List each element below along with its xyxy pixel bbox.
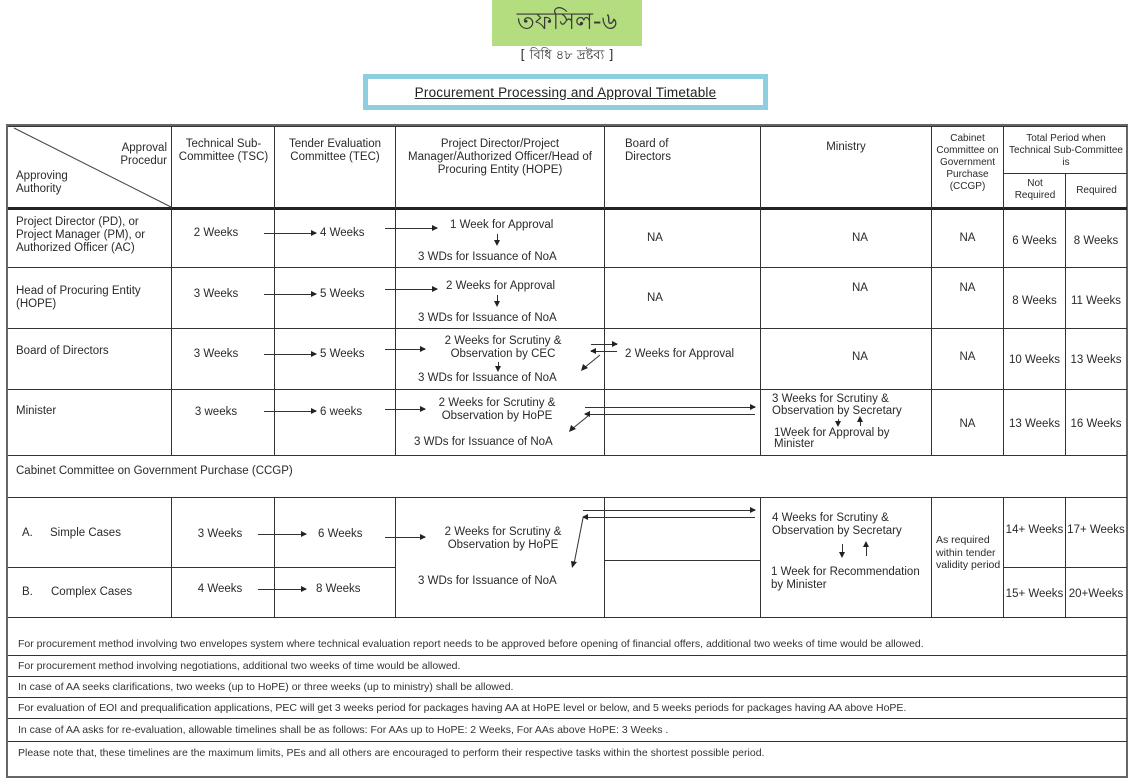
- note-item: In case of AA asks for re-evaluation, allowable timelines shall be as follows: For AAs up to HoPE: 2 Weeks, For AAs above HoPE: 3 Weeks .: [18, 724, 669, 736]
- row-board: NA: [647, 232, 663, 244]
- header-not-required: Not Required: [1014, 178, 1056, 201]
- grid-line: [8, 207, 1127, 210]
- ccgp-ministry-bottom: 1 Week for Recommendation by Minister: [771, 566, 920, 591]
- grid-line: [8, 697, 1127, 698]
- grid-line: [8, 741, 1127, 742]
- grid-line: [8, 328, 1127, 329]
- row-ministry-bottom: 1Week for Approval by Minister: [774, 427, 890, 450]
- grid-line: [1003, 126, 1004, 455]
- corner-approval-procedure: Approval Procedur: [120, 142, 167, 167]
- schedule-label: [492, 0, 642, 46]
- grid-line: [760, 497, 761, 617]
- row-hope-top: 2 Weeks for Approval: [446, 280, 556, 292]
- row-required: 8 Weeks: [1073, 235, 1119, 247]
- case-marker: A.: [22, 527, 33, 539]
- grid-line: [8, 567, 395, 568]
- grid-line: [8, 617, 1127, 618]
- header-tsc: Technical Sub-Committee (TSC): [178, 138, 269, 163]
- row-required: 16 Weeks: [1070, 418, 1122, 430]
- grid-line: [605, 560, 760, 561]
- row-tsc: 3 Weeks: [193, 348, 239, 360]
- header-total-period: Total Period when Technical Sub-Committee is: [1009, 133, 1123, 168]
- case-not-required: 15+ Weeks: [1005, 588, 1064, 600]
- grid-line: [395, 126, 396, 455]
- row-required: 11 Weeks: [1070, 295, 1122, 307]
- arrow-right-icon: [385, 228, 437, 229]
- row-hope-bottom: 3 WDs for Issuance of NoA: [418, 251, 557, 263]
- arrow-right-icon: [264, 233, 316, 234]
- ccgp-section-label: Cabinet Committee on Government Purchase (CCGP): [16, 465, 293, 477]
- note-item: In case of AA seeks clarifications, two weeks (up to HoPE) or three weeks (up to ministry) shall be allowed.: [18, 681, 514, 693]
- row-not-required: 8 Weeks: [1012, 295, 1057, 307]
- corner-approving-authority: Approving Authority: [16, 170, 68, 195]
- row-not-required: 10 Weeks: [1009, 354, 1060, 366]
- grid-line: [395, 497, 396, 617]
- schedule-label-text: তফসিল-৬: [516, 7, 618, 35]
- row-hope-bottom: 3 WDs for Issuance of NoA: [418, 372, 557, 384]
- row-tsc: 2 Weeks: [193, 227, 239, 239]
- row-not-required: 6 Weeks: [1012, 235, 1057, 247]
- row-authority: Minister: [16, 405, 57, 417]
- ccgp-validity: As required within tender validity period: [936, 534, 1001, 571]
- grid-line: [274, 497, 275, 617]
- row-tec: 4 Weeks: [320, 227, 365, 239]
- grid-line: [8, 718, 1127, 719]
- case-name: Simple Cases: [50, 527, 121, 539]
- header-hope: Project Director/Project Manager/Authorized Officer/Head of Procuring Entity (HOPE): [408, 138, 592, 176]
- arrow-diagonal-icon: [570, 516, 586, 570]
- arrow-right-icon: [264, 411, 316, 412]
- arrow-diagonal-icon: [568, 415, 590, 433]
- arrow-down-icon: [497, 295, 498, 305]
- rule-reference: [ বিধি ৪৮ দ্রষ্টব্য ]: [520, 48, 614, 63]
- arrow-right-icon: [385, 537, 425, 538]
- arrow-right-icon: [264, 294, 316, 295]
- case-name: Complex Cases: [51, 586, 133, 598]
- grid-line: [8, 655, 1127, 656]
- header-tec: Tender Evaluation Committee (TEC): [288, 138, 382, 163]
- grid-line: [1065, 173, 1066, 455]
- note-item: Please note that, these timelines are the maximum limits, PEs and all others are encouraged to perform their respective tasks within the shortest possible period.: [18, 747, 765, 759]
- case-required: 20+Weeks: [1068, 588, 1124, 600]
- arrow-up-icon: [866, 543, 867, 556]
- case-tec: 6 Weeks: [318, 528, 363, 540]
- grid-line: [604, 497, 605, 617]
- row-ccgp: NA: [959, 418, 976, 430]
- arrow-down-icon: [838, 419, 839, 425]
- arrow-right-icon: [583, 510, 755, 511]
- grid-line: [8, 389, 1127, 390]
- arrow-left-icon: [591, 351, 617, 352]
- grid-line: [274, 126, 275, 455]
- row-hope-bottom: 3 WDs for Issuance of NoA: [418, 312, 557, 324]
- case-tsc: 3 Weeks: [197, 528, 243, 540]
- grid-line: [604, 126, 605, 455]
- grid-line: [931, 497, 932, 617]
- row-tec: 5 Weeks: [320, 288, 365, 300]
- grid-line: [171, 497, 172, 617]
- arrow-down-icon: [842, 544, 843, 556]
- case-tsc: 4 Weeks: [197, 583, 243, 595]
- row-authority: Project Director (PD), or Project Manager (PM), or Authorized Officer (AC): [16, 216, 146, 254]
- row-ministry: NA: [852, 282, 868, 294]
- arrow-right-icon: [585, 407, 755, 408]
- arrow-right-icon: [591, 344, 617, 345]
- row-tec: 5 Weeks: [320, 348, 365, 360]
- row-hope-top: 1 Week for Approval: [450, 219, 554, 231]
- header-ccgp: Cabinet Committee on Government Purchase (CCGP): [936, 133, 999, 192]
- arrow-up-icon: [860, 418, 861, 426]
- ccgp-hope-top: 2 Weeks for Scrutiny & Observation by HoPE: [444, 526, 562, 551]
- arrow-right-icon: [258, 534, 306, 535]
- arrow-right-icon: [385, 409, 425, 410]
- row-tsc: 3 Weeks: [193, 288, 239, 300]
- case-required: 17+ Weeks: [1067, 524, 1125, 536]
- arrow-right-icon: [385, 349, 425, 350]
- row-tec: 6 weeks: [320, 406, 363, 418]
- row-ministry-top: 3 Weeks for Scrutiny & Observation by Secretary: [772, 393, 902, 417]
- ccgp-ministry-top: 4 Weeks for Scrutiny & Observation by Secretary: [772, 512, 902, 537]
- row-hope-top: 2 Weeks for Scrutiny & Observation by CEC: [444, 335, 562, 360]
- row-board: NA: [647, 292, 663, 304]
- row-ministry: NA: [852, 351, 868, 363]
- grid-line: [931, 126, 932, 455]
- row-authority: Board of Directors: [16, 345, 109, 357]
- arrow-diagonal-icon: [580, 354, 602, 372]
- arrow-right-icon: [264, 354, 316, 355]
- row-ministry: NA: [852, 232, 868, 244]
- arrow-left-icon: [583, 517, 755, 518]
- row-authority: Head of Procuring Entity (HOPE): [16, 285, 141, 310]
- grid-line: [8, 497, 1127, 498]
- grid-line: [8, 267, 1127, 268]
- grid-line: [8, 126, 1127, 127]
- header-ministry: Ministry: [826, 141, 866, 153]
- row-ccgp: NA: [959, 351, 976, 363]
- grid-line: [8, 676, 1127, 677]
- row-hope-top: 2 Weeks for Scrutiny & Observation by HoPE: [438, 397, 556, 422]
- case-tec: 8 Weeks: [316, 583, 361, 595]
- arrow-right-icon: [258, 589, 306, 590]
- row-ccgp: NA: [959, 282, 976, 294]
- header-required: Required: [1076, 185, 1117, 196]
- case-not-required: 14+ Weeks: [1005, 524, 1064, 536]
- arrow-left-icon: [585, 414, 755, 415]
- arrow-down-icon: [497, 234, 498, 244]
- note-item: For evaluation of EOI and prequalification applications, PEC will get 3 weeks period for packages having AA at HoPE level or below, and 5 weeks periods for packages having AA above HoPE.: [18, 702, 907, 714]
- note-item: For procurement method involving two envelopes system where technical evaluation report needs to be approved before opening of financial offers, additional two weeks of time would be allowed.: [18, 638, 924, 650]
- note-item: For procurement method involving negotiations, additional two weeks of time would be allowed.: [18, 660, 461, 672]
- arrow-right-icon: [385, 289, 437, 290]
- grid-line: [760, 126, 761, 455]
- row-required: 13 Weeks: [1070, 354, 1122, 366]
- case-marker: B.: [22, 586, 33, 598]
- header-board: Board of Directors: [625, 138, 672, 163]
- row-not-required: 13 Weeks: [1009, 418, 1060, 430]
- arrow-down-icon: [498, 362, 499, 370]
- row-hope-bottom: 3 WDs for Issuance of NoA: [414, 436, 553, 448]
- document-title: Procurement Processing and Approval Timetable: [414, 84, 717, 100]
- row-ccgp: NA: [959, 232, 976, 244]
- row-board: 2 Weeks for Approval: [625, 348, 735, 360]
- grid-line: [8, 455, 1127, 456]
- row-tsc: 3 weeks: [194, 406, 238, 418]
- ccgp-hope-bottom: 3 WDs for Issuance of NoA: [418, 575, 557, 587]
- document-title-box: [363, 74, 768, 110]
